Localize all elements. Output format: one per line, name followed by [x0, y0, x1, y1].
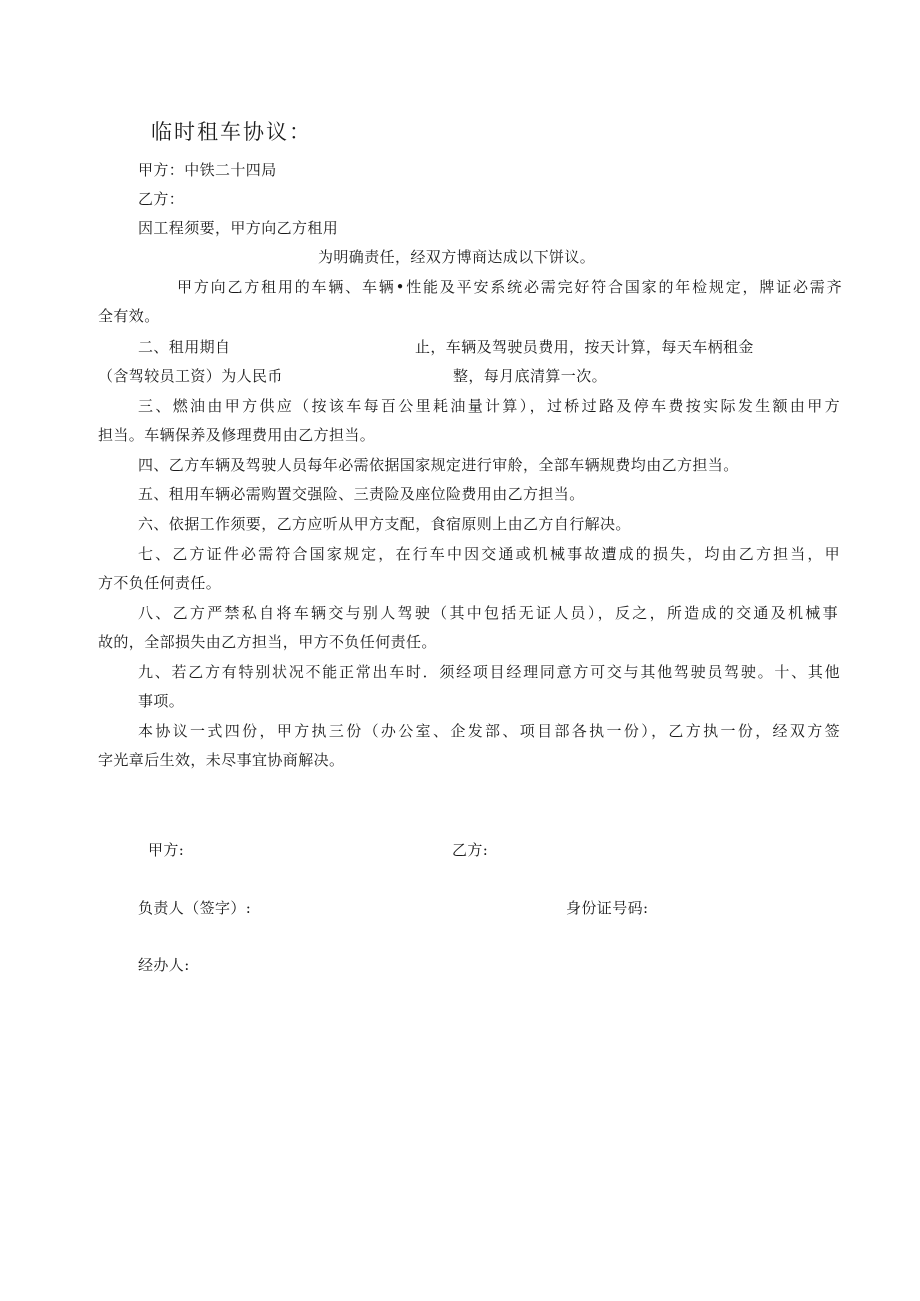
clause-4: 四、乙方车辆及驾驶人员每年必需依据国家规定进行审舲，全部车辆规费均由乙方担当。	[138, 456, 739, 474]
clause-9-line-1: 九、若乙方有特别状况不能正常出车时．须经项目经理同意方可交与其他驾驶员驾驶。十、其他	[138, 663, 840, 681]
clause-9-line-2: 事项。	[138, 692, 185, 710]
signature-leader: 负责人（签字）:	[138, 899, 252, 917]
clause-1-line-2: 全有效。	[98, 307, 160, 325]
clause-1-line-1: 甲方向乙方租用的车辆、车辆•性能及平安系统必需完好符合国家的年检规定，牌证必需齐	[177, 278, 842, 296]
document-title: 临时租车协议：	[151, 120, 312, 144]
clause-2-line-2b: 整，每月底清算一次。	[453, 367, 608, 385]
signature-party-b: 乙方:	[452, 841, 489, 859]
clause-2-line-2a: （含驾较员工资）为人民币	[98, 367, 283, 385]
clause-7-line-2: 方不负任何责任。	[98, 574, 222, 592]
signature-handler: 经办人:	[138, 956, 190, 974]
clause-7-line-1: 七、乙方证件必需符合国家规定，在行车中因交通或机械事故遭成的损失，均由乙方担当，甲	[138, 545, 840, 563]
clause-10-line-2: 字光章后生效，未尽事宜协商解决。	[98, 751, 345, 769]
clause-10-line-1: 本协议一式四份，甲方执三份（办公室、企发部、项目部各执一份），乙方执一份，经双方签	[138, 722, 840, 740]
clause-3-line-2: 担当。车辆保养及修理费用由乙方担当。	[98, 426, 376, 444]
clause-8-line-2: 故的，全部损失由乙方担当，甲方不负任何责任。	[98, 633, 437, 651]
clause-3-line-1: 三、燃油由甲方供应（按该车每百公里耗油量计算），过桥过路及停车费按实际发生额由甲方	[138, 397, 840, 415]
intro-line-1: 因工程须要，甲方向乙方租用	[138, 219, 339, 237]
party-b-line: 乙方：	[138, 190, 185, 208]
signature-party-a: 甲方:	[148, 841, 185, 859]
clause-2-line-1b: 止，车辆及驾驶员费用，按天计算，每天车柄租金	[415, 338, 754, 356]
clause-6: 六、依据工作须要，乙方应听从甲方支配，食宿原则上由乙方自行解决。	[138, 515, 631, 533]
intro-line-2: 为明确责任，经双方博商达成以下饼议。	[318, 248, 596, 266]
party-a-line: 甲方：中铁二十四局	[138, 161, 277, 179]
clause-8-line-1: 八、乙方严禁私自将车辆交与别人驾驶（其中包括无证人员），反之，所造成的交通及机械事	[138, 604, 838, 622]
clause-5: 五、租用车辆必需购置交强险、三责险及座位险费用由乙方担当。	[138, 485, 585, 503]
signature-id-number: 身份证号码:	[566, 899, 649, 917]
clause-2-line-1a: 二、租用期自	[138, 338, 231, 356]
